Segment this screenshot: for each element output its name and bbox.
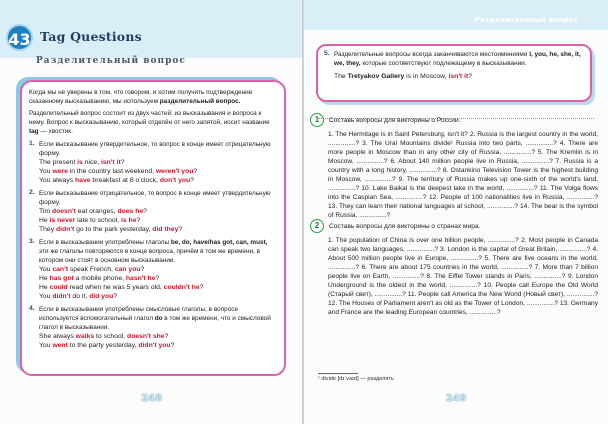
rule-text: Если высказывание утвердительное, то вопрос в конце имеет отрицательную форму. (39, 141, 271, 157)
rule-2-example-1: Tim doesn't eat oranges, does he? (39, 208, 147, 215)
rule-4 (29, 305, 277, 332)
rule-number: 3. (29, 238, 35, 245)
rule-number: 1. (29, 140, 35, 147)
rule-text: Если в высказывании употреблены смысловые глаголы, в вопросе используется вспомогательный глагол do в том же времени, что и смысловой глагол в высказывании. (39, 306, 271, 331)
rule-5-box (316, 44, 592, 102)
rule-2 (29, 189, 277, 207)
intro-paragraph-1 (29, 88, 277, 106)
intro-2b-text: — хвостик. (40, 128, 73, 135)
rule-1 (29, 140, 277, 158)
rule-3-example-4: You didn't do it, did you? (39, 293, 118, 300)
exercise-instruction: Составь вопросы для викторины о странах мира. (329, 222, 481, 230)
rule-text: Если в высказывании употреблены глаголы be, do, have/has got, can, must, эти же глаголы повторяются в конце вопроса, причём в том же времени, в котором они стоят в основном высказывании. (39, 239, 268, 264)
exercise-body: 1. The Hermitage is in Saint Petersburg, isn't it? 2. Russia is the largest country in the world, ...............? 3. The Ural Mountains divide¹ Russia into two parts, ...............? 4. There are more people in Moscow than in any other city of Russia, ...............? 5. The Kremlin is in Moscow, ...............? 6. About 140 million people live in Russia, ...............? 7. Russia is a country with a long history, ...............? 8. Ostankino Television Tower is the highest building in Moscow, ...............? 9. The territory of Russia makes up one-sixth of the world's land, ...............? 10. Lake Baikal is the deepest lake in the world, ...............? 11. The Volga flows into the Caspian Sea, ...............? 12. People of 100 nationalities live in Russia, ...............? 13. They can learn their national languages at school, ...............? 14. The bear is the symbol of Russia, ...............? (328, 131, 598, 219)
rule-3-example-3: He could read when he was 5 years old, couldn't he? (39, 284, 204, 291)
exercise-1 (314, 113, 598, 220)
rule-3-example-1: You can't speak French, can you? (39, 266, 145, 273)
exercise-instruction: Составь вопросы для викторины о России. (329, 116, 461, 124)
exercise-header (314, 219, 598, 233)
left-page (0, 0, 303, 424)
rule-4-example-2: You went to the party yesterday, didn't you? (39, 342, 175, 349)
exercise-2 (314, 219, 598, 317)
intro-2-term: tag (29, 128, 39, 135)
rule-number: 5. (324, 50, 330, 57)
rule-text: Если высказывание отрицательное, то вопрос в конце имеет утвердительную форму. (39, 190, 271, 206)
page-number: 249 (445, 393, 467, 404)
footnote-rule (318, 373, 358, 374)
rule-1-example-1: The present is nice, isn't it? (39, 159, 125, 166)
rule-5-example: The Tretyakov Gallery is in Moscow, isn't it? (334, 73, 473, 80)
intro-1-text: Когда мы не уверены в том, что говорим, и хотим получить подтверждение сказанному высказыванию, мы используем (29, 89, 253, 105)
rule-text: Разделительные вопросы всегда заканчиваются местоимениями I, you, he, she, it, we, they, которые соответствуют подлежащему в высказывании. (334, 51, 581, 67)
rule-3-example-2: He has got a mobile phone, hasn't he? (39, 275, 160, 282)
intro-paragraph-2 (29, 109, 277, 136)
intro-2a-text: Разделительный вопрос состоит из двух частей: из высказывания и вопроса к нему. Вопрос к высказыванию, который отделён от него запятой, носит название (29, 110, 270, 126)
rule-5 (324, 50, 584, 68)
subheading: Разделительный вопрос (36, 56, 186, 66)
exercise-body: 1. The population of China is over one billion people, ...............? 2. Most people in Canada can speak two languages, ...............? 3. London is the capital of Great Britain, ...............? 4. About 500 million people live in Europe, ...............? 5. There are five oceans in the world, ...............? 6. There are about 175 countries in the world, ...............? 7. More than 7 billion people live on Earth, ...............? 8. The Eiffel Tower stands in Paris, ...............? 9. London Underground is the oldest in the world, ...............? 10. People call Europe the Old World (Старый свет), ...............? 11. People call America the New World (Новый свет), ...............? 12. The Houses of Parliament aren't as old as the Tower of London, ...............? 13. Germany and France are the leading European countries, ...............? (328, 237, 598, 316)
exercise-number-badge: 1 (310, 113, 324, 127)
rule-4-example-1: She always walks to school, doesn't she? (39, 333, 169, 340)
grammar-rule-box (20, 80, 286, 376)
footnote: ¹ divide [dɪˈvaɪd] — разделять (318, 376, 394, 382)
rule-1-example-3: You always have breakfast at 8 o'clock, don't you? (39, 177, 194, 184)
exercise-header (314, 113, 598, 127)
header-band (304, 0, 608, 30)
running-head: Разделительный вопрос (474, 16, 578, 24)
intro-1-term: разделительный вопрос. (159, 98, 241, 105)
exercise-number-badge: 2 (310, 219, 324, 233)
page-number: 248 (141, 393, 162, 404)
rule-1-example-2: You were in the country last weekend, weren't you? (39, 168, 198, 175)
rule-number: 4. (29, 305, 35, 312)
rule-3 (29, 238, 277, 265)
right-page (304, 0, 608, 424)
rule-2-example-3: They didn't go to the park yesterday, did they? (39, 226, 183, 233)
unit-number-badge: 43 (6, 24, 33, 51)
unit-title: Tag Questions (40, 29, 142, 44)
rule-number: 2. (29, 189, 35, 196)
rule-2-example-2: He is never late to school, is he? (39, 217, 141, 224)
